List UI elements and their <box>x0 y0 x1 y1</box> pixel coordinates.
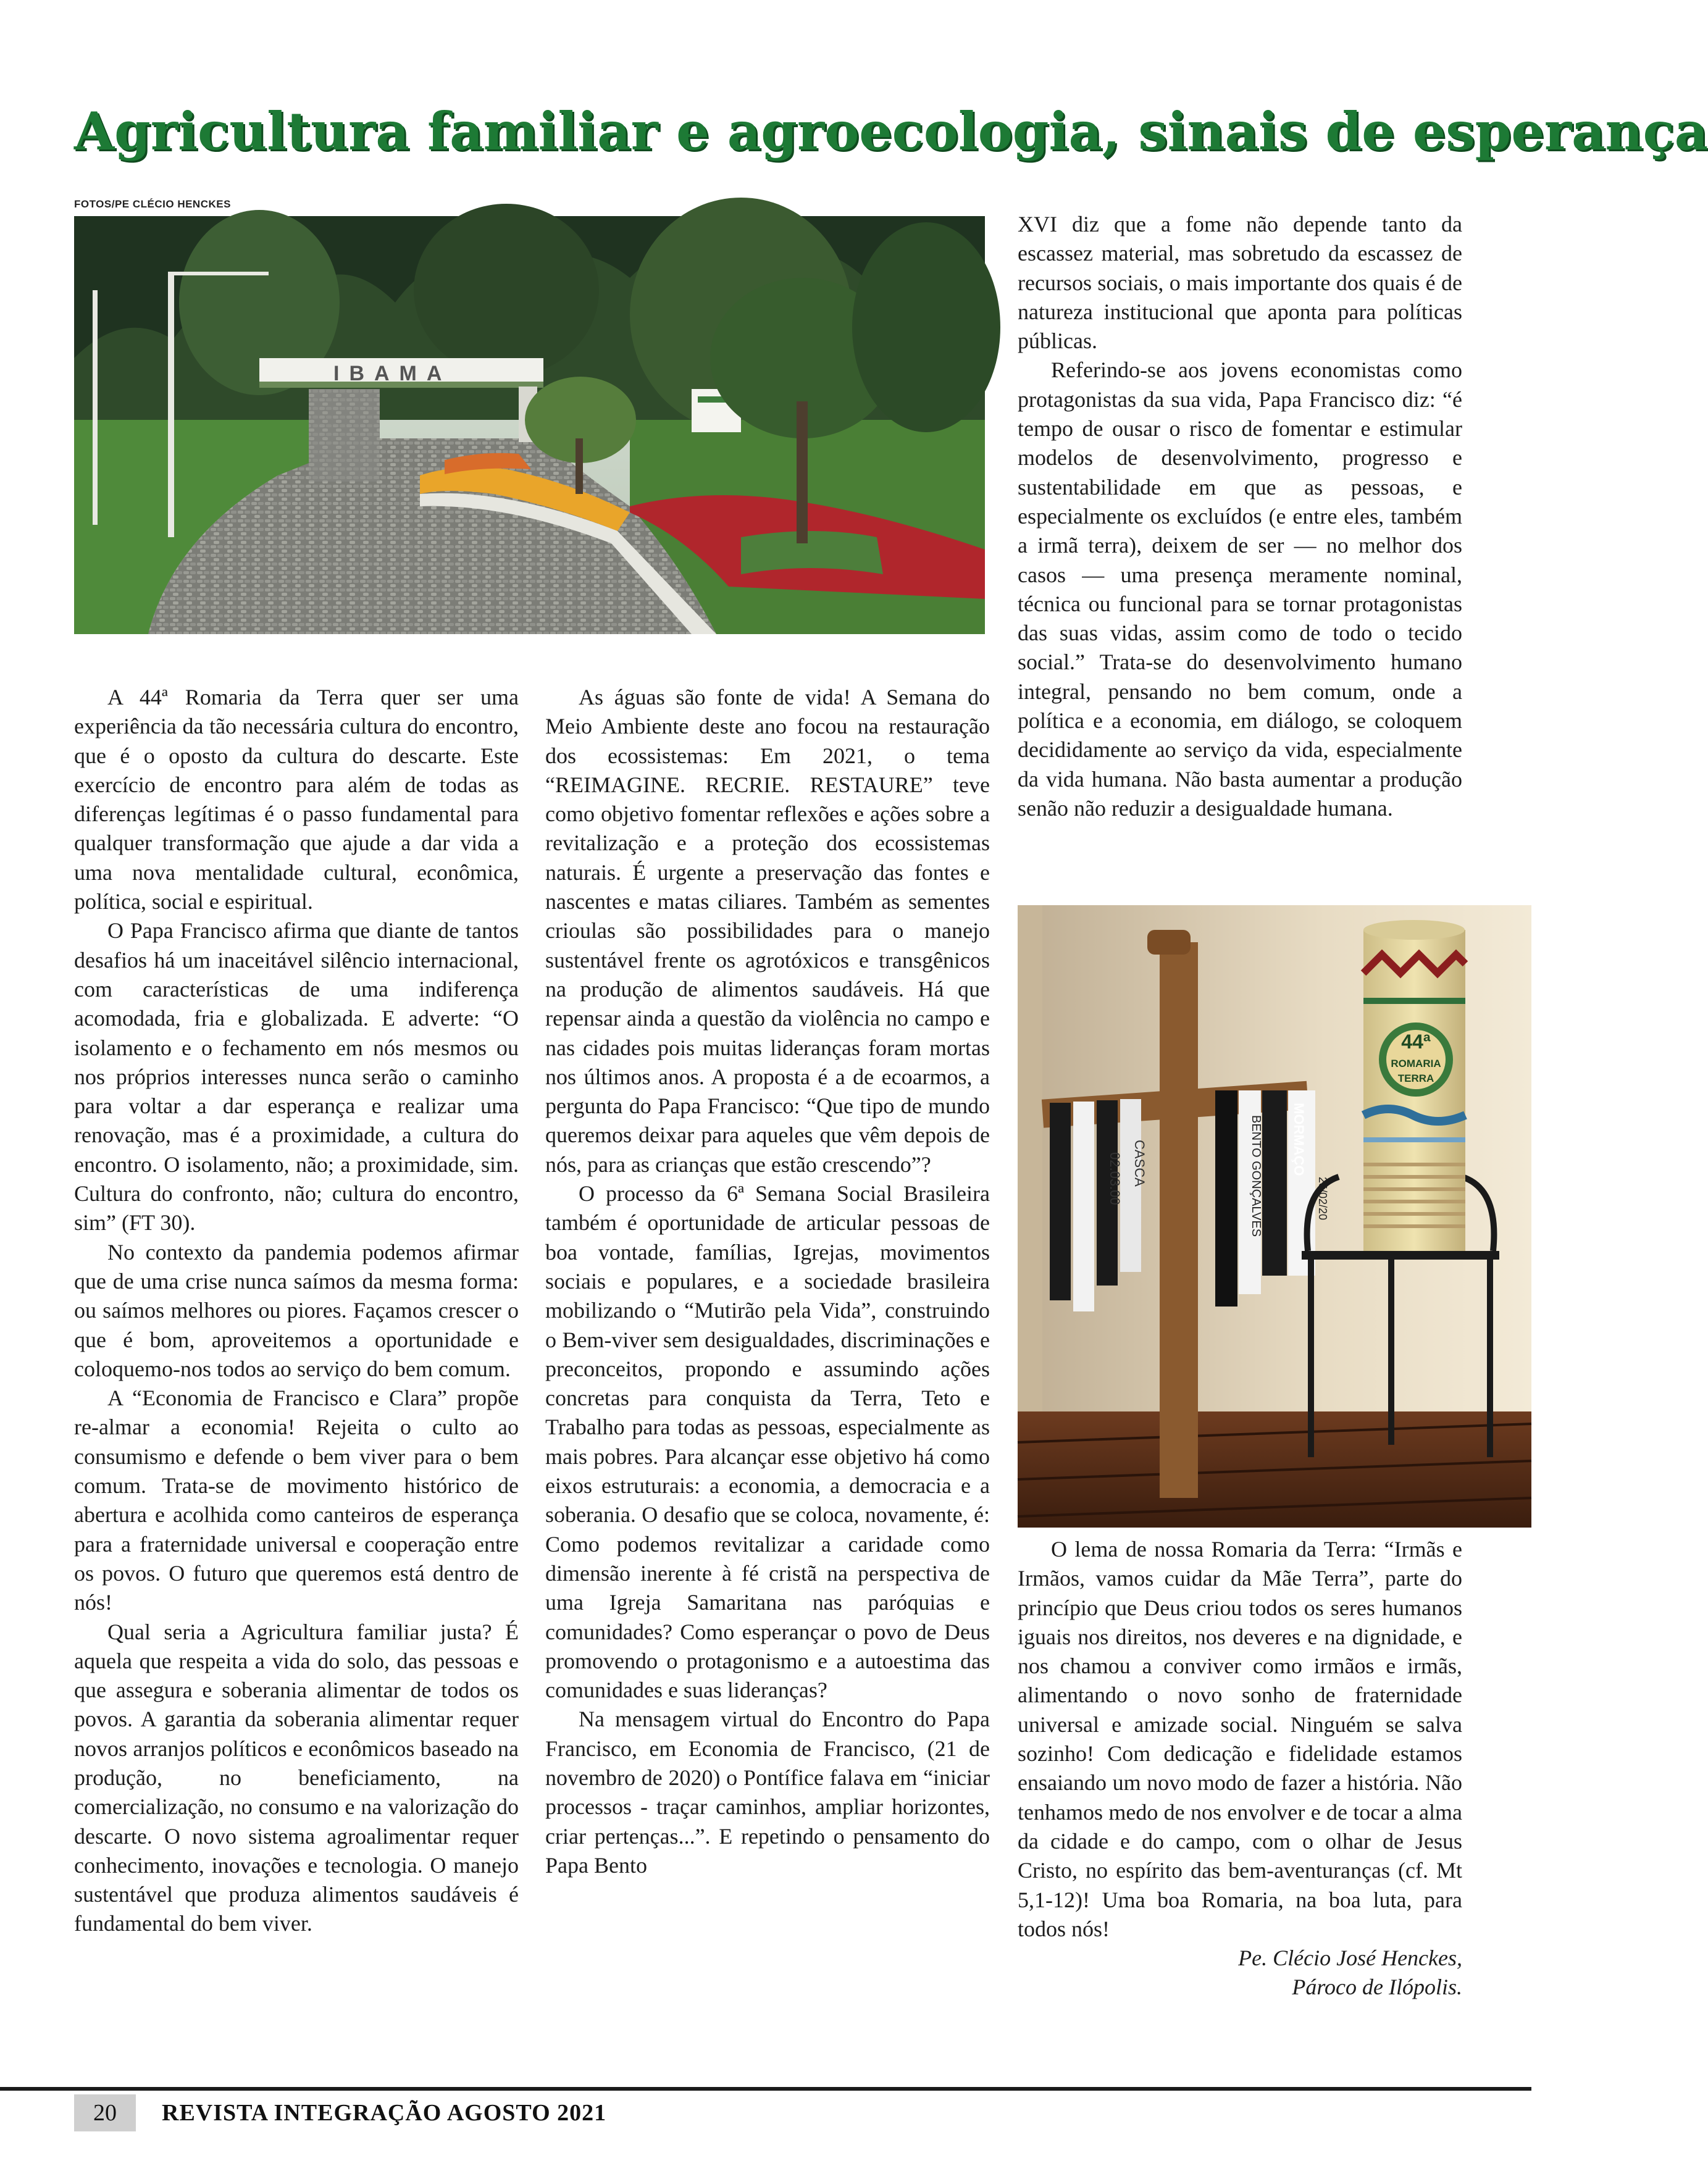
ibama-sign: IBAMA <box>333 362 452 385</box>
paragraph-semana-social: O processo da 6ª Semana Social Brasileira também é oportunidade de articular pessoas de boa vontade, famílias, Igrejas, movimentos sociais e populares, e a sociedade brasileira mobilizando o “Mutirão pela Vida”, construindo o Bem-viver sem desigualdades, discriminações e preconceitos, propondo e assumindo ações concretas para conquista da Terra, Teto e Trabalho para todas as pessoas, especialmente as mais pobres. Para alcançar esse objetivo há como eixos estruturais: a economia, a democracia e a soberania. O desafio que se coloca, novamente, é: Como podemos revitalizar a caridade como dimensão inerente à fé cristã na perspectiva de uma Igreja Samaritana nas paróquias e comunidades? Como esperançar o povo de Deus promovendo o protagonismo e a autoestima das comunidades e suas lideranças? <box>545 1181 990 1703</box>
paragraph-mensagem-virtual: Na mensagem virtual do Encontro do Papa Francisco, em Economia de Francisco, (21 de novembro de 2020) o Pontífice falava em “iniciar processos - traçar caminhos, ampliar horizontes, criar pertenças...”. E repetindo o pensamento do Papa Bento <box>545 1707 990 1878</box>
ribbon-casca: CASCA <box>1132 1140 1147 1187</box>
article-column-2 <box>545 683 990 1880</box>
ribbon-mormaco: MORMAÇO <box>1291 1103 1307 1176</box>
page-number: 20 <box>74 2094 136 2131</box>
article-column-1 <box>74 683 519 1939</box>
article-column-3-bottom <box>1018 1535 1462 2002</box>
author-role: Pároco de Ilópolis. <box>1292 1975 1462 2000</box>
paragraph-aguas: As águas são fonte de vida! A Semana do Meio Ambiente deste ano focou na restauração dos ecossistemas: Em 2021, o tema “REIMAGINE. RECRIE. RESTAURE” teve como objetivo fomentar reflexões e ações sobre a revitalização e a proteção dos ecossistemas naturais. É urgente a preservação das fontes e nascentes e matas ciliares. Também as sementes crioulas são possibilidades para o manejo sustentável frente os agrotóxicos e transgênicos na produção de alimentos saudáveis. Há que repensar ainda a questão da violência no campo e nas cidades pois muitas lideranças foram mortas nos últimos anos. A proposta é a de ecoarmos, a pergunta do Papa Francisco: “Que tipo de mundo queremos deixar para aqueles que vêm depois de nós, para as crianças que estão crescendo”? <box>545 685 990 1177</box>
ribbon-date-2: 02.03.00 <box>1107 1152 1123 1205</box>
paragraph-fome: XVI diz que a fome não depende tanto da escassez material, mas sobretudo da escassez de recursos sociais, o mais importante dos quais é de natureza institucional que aponta para políticas públicas. <box>1018 212 1462 354</box>
article-column-3-top <box>1018 210 1462 823</box>
ribbon-bento: BENTO GONÇALVES <box>1249 1115 1263 1237</box>
author-name: Pe. Clécio José Henckes, <box>1238 1946 1462 1971</box>
ribbon-date: 25/02/20 <box>1317 1177 1329 1221</box>
paragraph-papa-francisco: O Papa Francisco afirma que diante de tantos desafios há um inaceitável silêncio internacional, com características de uma indiferença acomodada, fria e globalizada. E adverte: “O isolamento e o fechamento em nós mesmos ou nos próprios interesses nunca serão o caminho para voltar a dar esperança e realizar uma renovação, mas é a proximidade, a cultura do encontro. O isolamento, não; a proximidade, sim. Cultura do confronto, não; cultura do encontro, sim” (FT 30). <box>74 918 519 1236</box>
photo-ibama-entrance <box>74 216 985 634</box>
paragraph-pandemia: No contexto da pandemia podemos afirmar que de uma crise nunca saímos da mesma forma: ou saímos melhores ou piores. Façamos crescer o que é bom, aproveitemos a oportunidade e coloquemo-nos todos ao serviço do bem comum. <box>74 1239 519 1381</box>
candle-number: 44ª <box>1401 1031 1431 1053</box>
paragraph-agricultura-justa: Qual seria a Agricultura familiar justa? É aquela que respeita a vida do solo, das pessoas e que assegura e soberania alimentar de todos os povos. A garantia da soberania alimentar requer novos arranjos políticos e econômicos baseado na produção, no beneficiamento, na comercialização, no consumo e na valorização do descarte. O novo sistema agroalimentar requer conhecimento, inovações e tecnologia. O manejo sustentável que produza alimentos saudáveis é fundamental do bem viver. <box>74 1619 519 1936</box>
magazine-title: REVISTA INTEGRAÇÃO AGOSTO 2021 <box>162 2100 607 2126</box>
candle-terra: TERRA <box>1397 1073 1434 1084</box>
photo-credit: FOTOS/PE CLÉCIO HENCKES <box>74 198 231 210</box>
paragraph-lema: O lema de nossa Romaria da Terra: “Irmãs e Irmãos, vamos cuidar da Mãe Terra”, parte do princípio que Deus criou todos os seres humanos iguais nos direitos, nos deveres e na dignidade, e nos chamou a conviver como irmãos e irmãs, alimentando o novo sonho de fraternidade universal e amizade social. Ninguém se salva sozinho! Com dedicação e fidelidade estamos ensaiando um novo modo de fazer a história. Não tenhamos medo de nos envolver e de tocar a alma da cidade e do campo, com o olhar de Jesus Cristo, no espírito das bem-aventuranças (cf. Mt 5,1-12)! Uma boa Romaria, na boa luta, para todos nós! <box>1018 1537 1462 1941</box>
paragraph-economia-francisco-clara: A “Economia de Francisco e Clara” propõe re-almar a economia! Rejeita o culto ao consumismo e defende o bem viver para o bem comum. Trata-se de movimento histórico de abertura e acolhida como canteiros de esperança para a fraternidade universal e cooperação entre os povos. O futuro que queremos está dentro de nós! <box>74 1386 519 1615</box>
photo-cross-and-candle <box>1018 905 1531 1528</box>
paragraph-romaria-intro: A 44ª Romaria da Terra quer ser uma experiência da tão necessária cultura do encontro, que é o oposto da cultura do descarte. Este exercício de encontro para além de todas as diferenças legítimas é o passo fundamental para qualquer transformação que ajude a dar vida a uma nova mentalidade cultural, econômica, política, social e espiritual. <box>74 685 519 914</box>
paragraph-jovens-economistas: Referindo-se aos jovens economistas como protagonistas da sua vida, Papa Francisco diz: “é tempo de ousar o risco de fomentar e estimular modelos de desenvolvimento, progresso e sustentabilidade em que as pessoas, e especialmente os excluídos (e entre eles, também a irmã terra), deixem de ser — no melhor dos casos — uma presença meramente nominal, técnica ou funcional para se tornar protagonistas das suas vidas, assim como de todo o tecido social.” Trata-se do desenvolvimento humano integral, pensando no bem comum, onde a política e a economia, em diálogo, se coloquem decididamente ao serviço da vida, especialmente da vida humana. Não basta aumentar a produção senão não reduzir a desigualdade humana. <box>1018 358 1462 821</box>
candle-romaria: ROMARIA <box>1391 1058 1441 1069</box>
article-title: Agricultura familiar e agroecologia, sinais de esperança <box>74 101 1708 162</box>
footer-rule <box>0 2087 1531 2091</box>
